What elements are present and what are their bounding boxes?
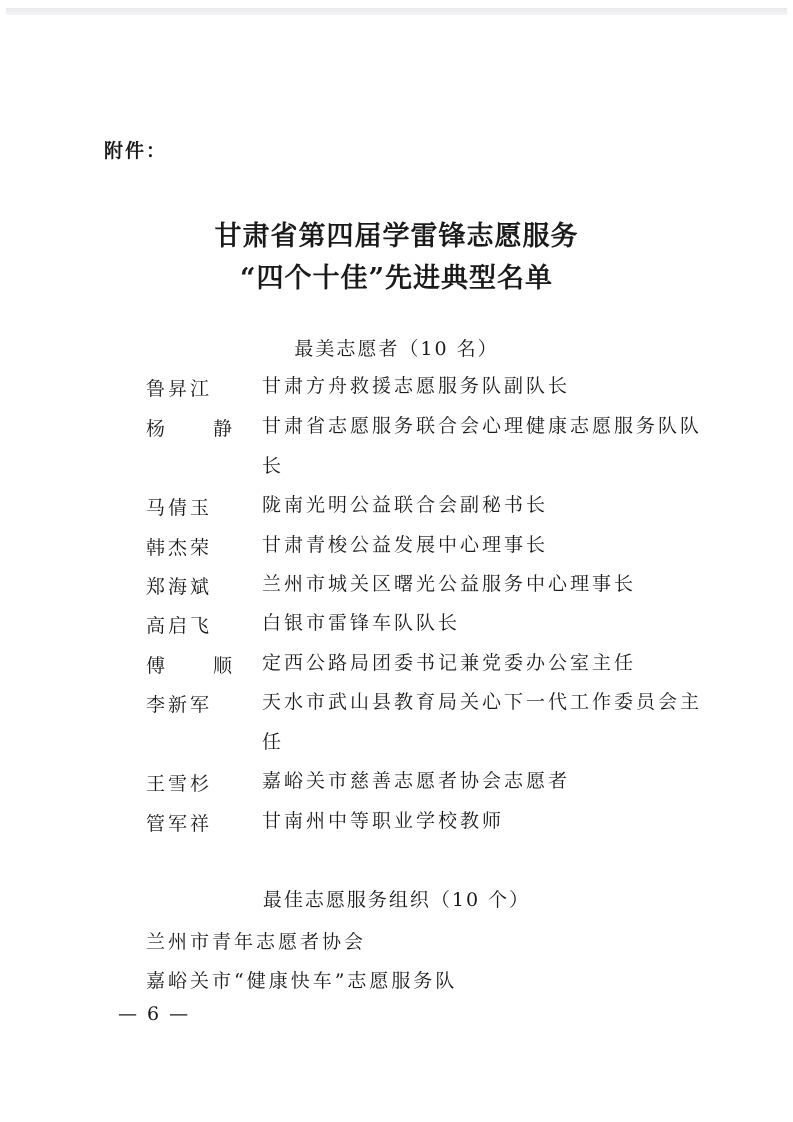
person-description: 兰州市城关区曙光公益服务中心理事长 <box>262 573 637 595</box>
person-description: 定西公路局团委书记兼党委办公室主任 <box>262 652 637 674</box>
person-name: 郑海斌 <box>146 576 213 598</box>
person-description: 甘肃方舟救援志愿服务队副队长 <box>262 375 571 397</box>
person-name: 傅 顺 <box>146 655 254 677</box>
document-title-line-2: “四个十佳”先进典型名单 <box>239 263 554 294</box>
page-number: — 6 — <box>118 1003 191 1025</box>
person-description: 陇南光明公益联合会副秘书长 <box>262 494 549 516</box>
person-description: 甘肃青梭公益发展中心理事长 <box>262 534 549 556</box>
person-name: 高启飞 <box>146 615 213 637</box>
person-description: 白银市雷锋车队队长 <box>262 612 461 634</box>
person-description: 嘉峪关市慈善志愿者协会志愿者 <box>262 770 571 792</box>
person-name: 管军祥 <box>146 813 213 835</box>
person-name: 韩杰荣 <box>146 537 213 559</box>
section-heading-volunteers: 最美志愿者（10 名） <box>294 338 499 360</box>
organization-item: 嘉峪关市“健康快车”志愿服务队 <box>146 970 458 992</box>
organization-item: 兰州市青年志愿者协会 <box>146 931 367 953</box>
document-title-line-1: 甘肃省第四届学雷锋志愿服务 <box>214 221 579 252</box>
scan-top-edge <box>6 8 787 15</box>
person-name: 李新军 <box>146 694 213 716</box>
person-description: 天水市武山县教育局关心下一代工作委员会主任 <box>262 691 703 753</box>
person-name: 王雪杉 <box>146 773 213 795</box>
section-heading-organizations: 最佳志愿服务组织（10 个） <box>262 889 531 911</box>
person-name: 鲁昇江 <box>146 378 213 400</box>
person-name: 马倩玉 <box>146 497 213 519</box>
attachment-label: 附件： <box>104 140 168 162</box>
person-description: 甘肃省志愿服务联合会心理健康志愿服务队队长 <box>262 415 703 477</box>
person-description: 甘南州中等职业学校教师 <box>262 810 505 832</box>
person-name: 杨 静 <box>146 418 254 440</box>
